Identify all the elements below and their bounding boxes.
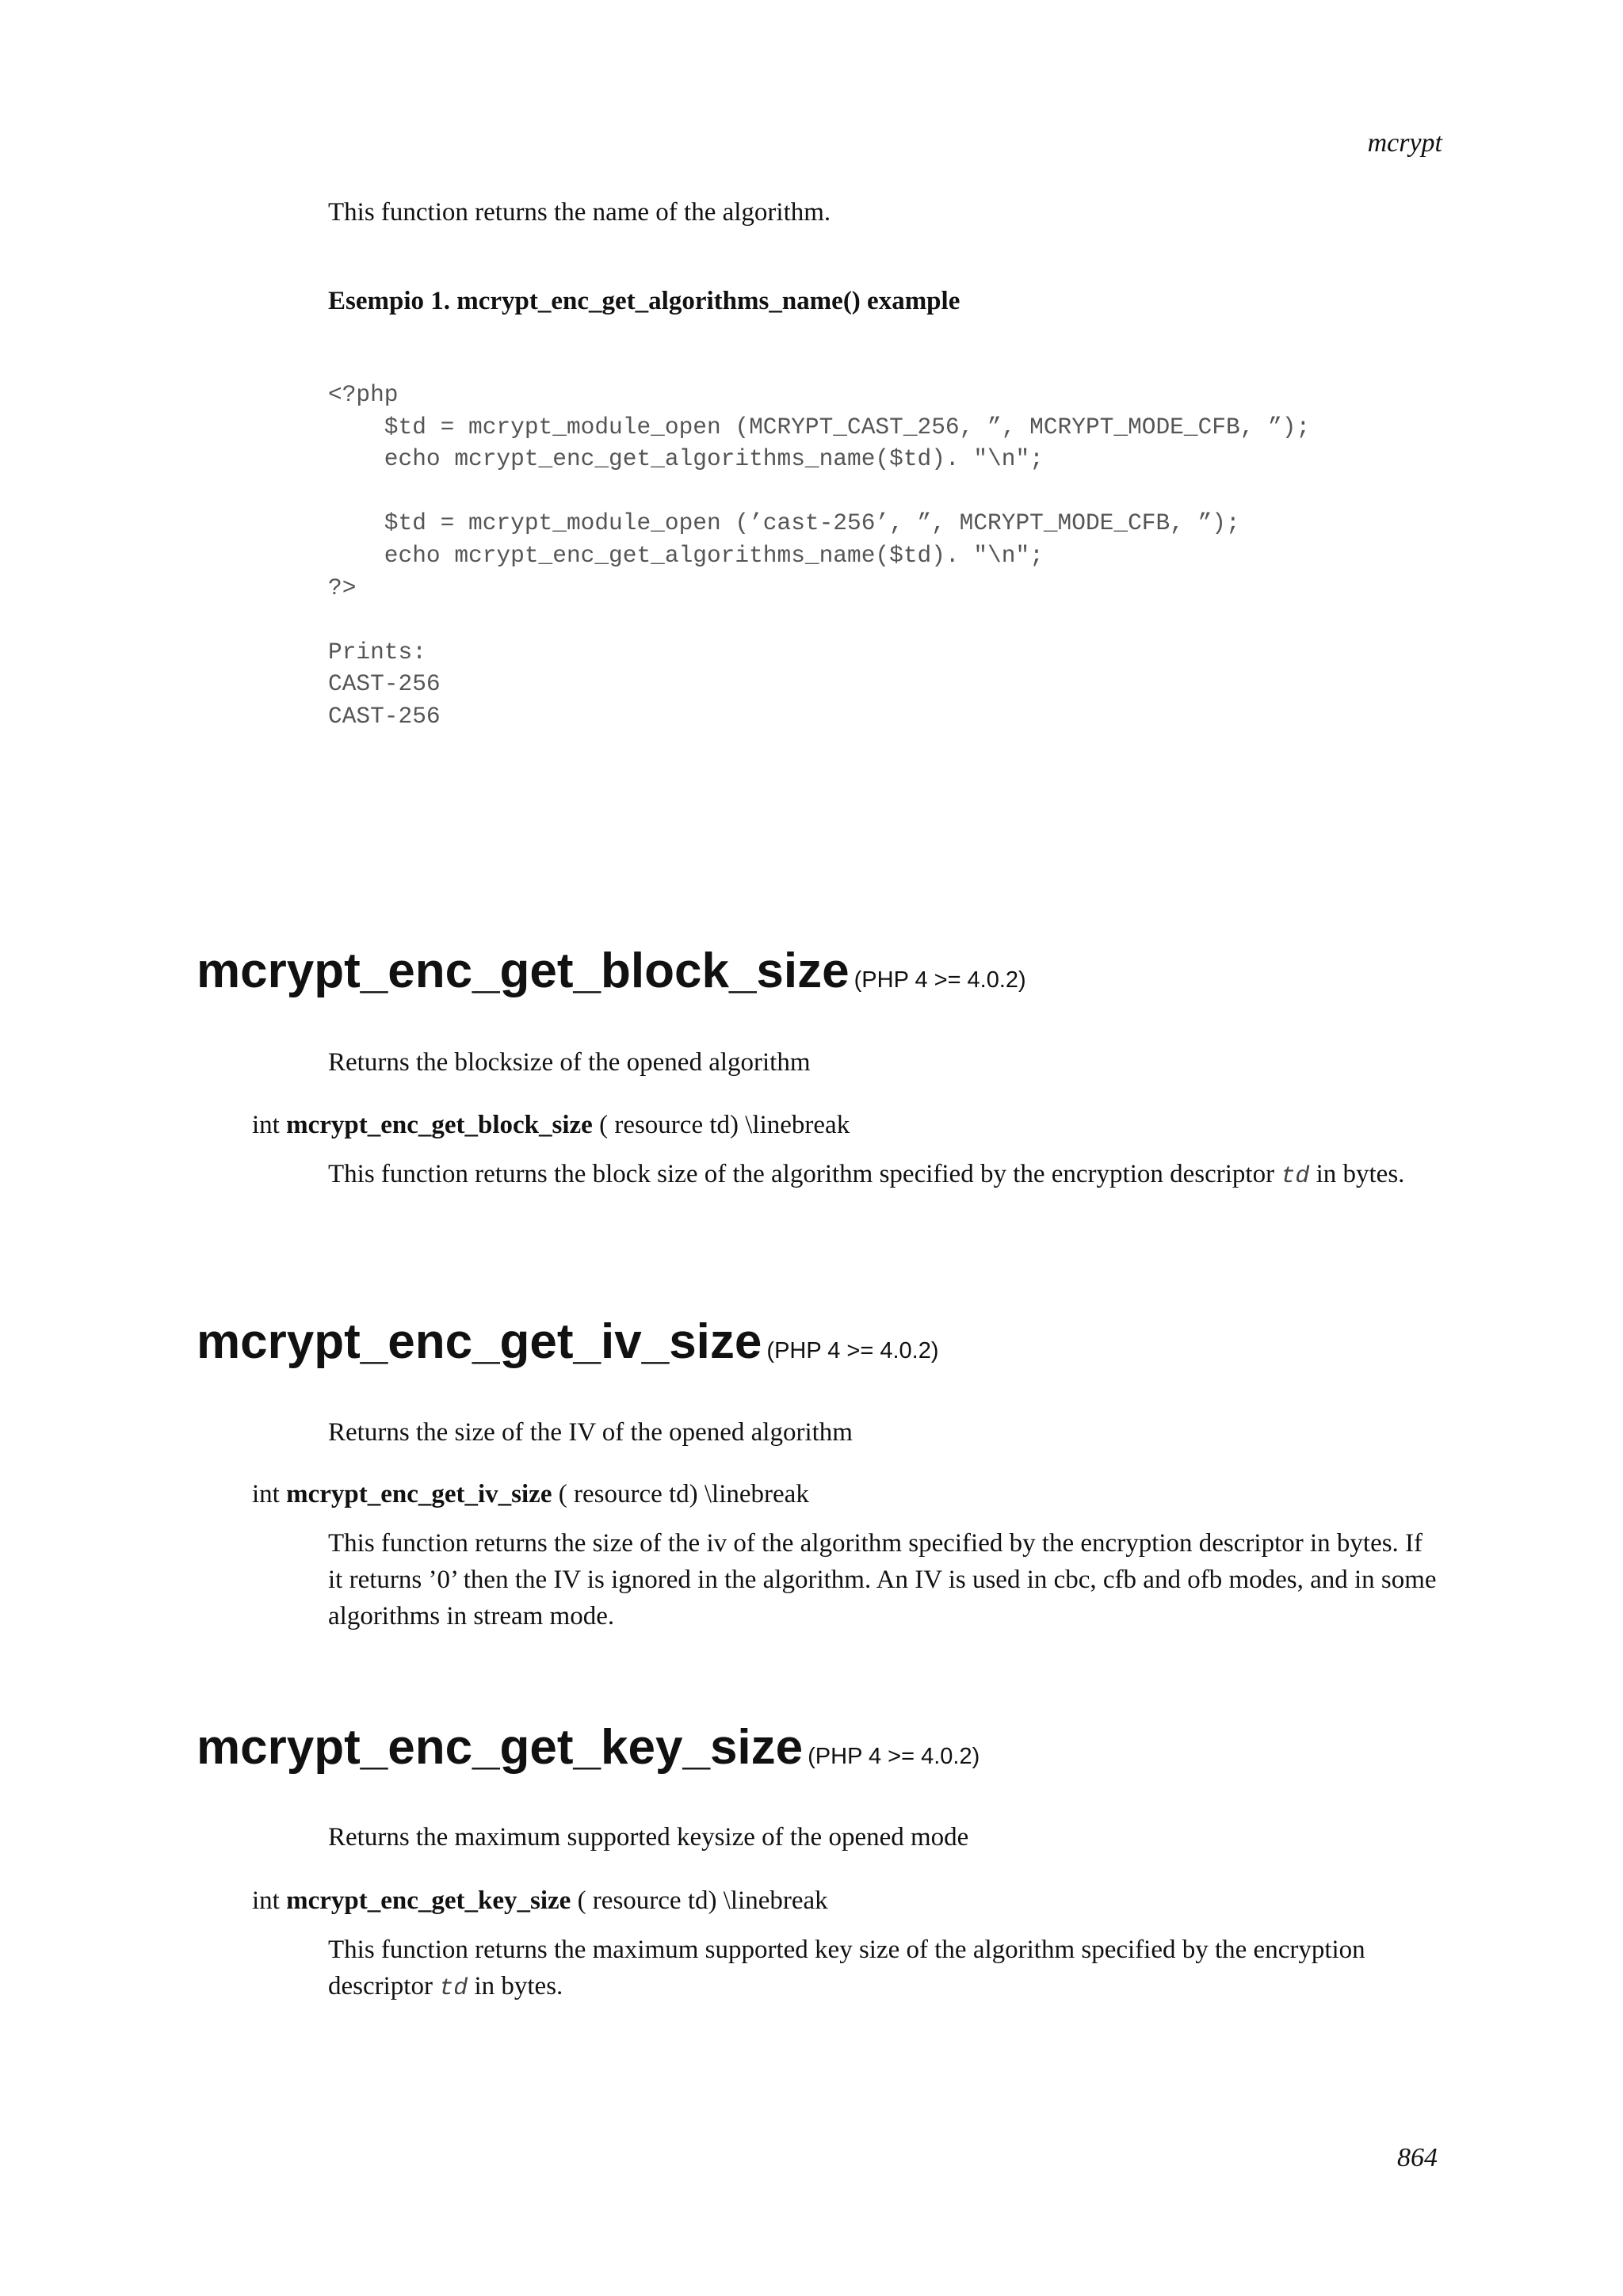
section-title-block-size <box>197 943 1026 1009</box>
synopsis-key-size <box>252 1883 828 1918</box>
function-name: mcrypt_enc_get_key_size <box>286 1886 571 1915</box>
parameter-td: td <box>439 1975 468 2002</box>
intro-paragraph: This function returns the name of the algorithm. <box>328 198 831 227</box>
purpose-block-size: Returns the blocksize of the opened algorithm <box>328 1048 811 1077</box>
description-text: in bytes. <box>474 1972 563 2000</box>
return-type: int <box>252 1111 280 1139</box>
function-args: ( resource td) \linebreak <box>599 1111 850 1139</box>
function-name: mcrypt_enc_get_block_size <box>286 1111 593 1139</box>
synopsis-iv-size <box>252 1477 809 1512</box>
purpose-iv-size: Returns the size of the IV of the opened algorithm <box>328 1418 853 1447</box>
code-example: <?php $td = mcrypt_module_open (MCRYPT_CAST_256, ”, MCRYPT_MODE_CFB, ”); echo mcrypt_enc_get_algorithms_name($td). "\n"; $td = mcrypt_module_open (’cast-256’, ”, MCRYPT_MODE_CFB, ”); echo mcrypt_enc_get_algorithms_name($td). "\n"; ?> Prints: CAST-256 CAST-256 <box>328 381 1311 730</box>
running-head: mcrypt <box>1367 128 1442 158</box>
function-args: ( resource td) \linebreak <box>577 1886 828 1915</box>
page-number: 864 <box>1397 2143 1438 2172</box>
purpose-key-size: Returns the maximum supported keysize of the opened mode <box>328 1823 969 1852</box>
description-text: This function returns the maximum supported key size of the algorithm specified by the encryption descriptor <box>328 1936 1365 2000</box>
description-iv-size: This function returns the size of the iv of the algorithm specified by the encryption descriptor in bytes. If it returns ’0’ then the IV is ignored in the algorithm. An IV is used in cbc, cfb and ofb modes, and in some algorithms in stream mode. <box>328 1529 1437 1630</box>
return-type: int <box>252 1886 280 1915</box>
description-text: This function returns the block size of the algorithm specified by the encryption descriptor <box>328 1160 1275 1188</box>
function-args: ( resource td) \linebreak <box>558 1480 809 1508</box>
description-key-size <box>328 1932 1438 2007</box>
version-note: (PHP 4 >= 4.0.2) <box>854 967 1026 993</box>
section-title-iv-size <box>197 1314 939 1379</box>
function-heading: mcrypt_enc_get_iv_size <box>197 1314 762 1369</box>
synopsis-block-size <box>252 1108 850 1142</box>
function-name: mcrypt_enc_get_iv_size <box>286 1480 552 1508</box>
version-note: (PHP 4 >= 4.0.2) <box>766 1338 939 1363</box>
return-type: int <box>252 1480 280 1508</box>
section-title-key-size <box>197 1719 980 1785</box>
function-heading: mcrypt_enc_get_key_size <box>197 1720 804 1775</box>
description-text: in bytes. <box>1316 1160 1405 1188</box>
parameter-td: td <box>1281 1163 1310 1190</box>
version-note: (PHP 4 >= 4.0.2) <box>808 1744 980 1769</box>
example-title: Esempio 1. mcrypt_enc_get_algorithms_name() example <box>328 287 960 315</box>
function-heading: mcrypt_enc_get_block_size <box>197 944 850 998</box>
description-block-size <box>328 1156 1438 1195</box>
